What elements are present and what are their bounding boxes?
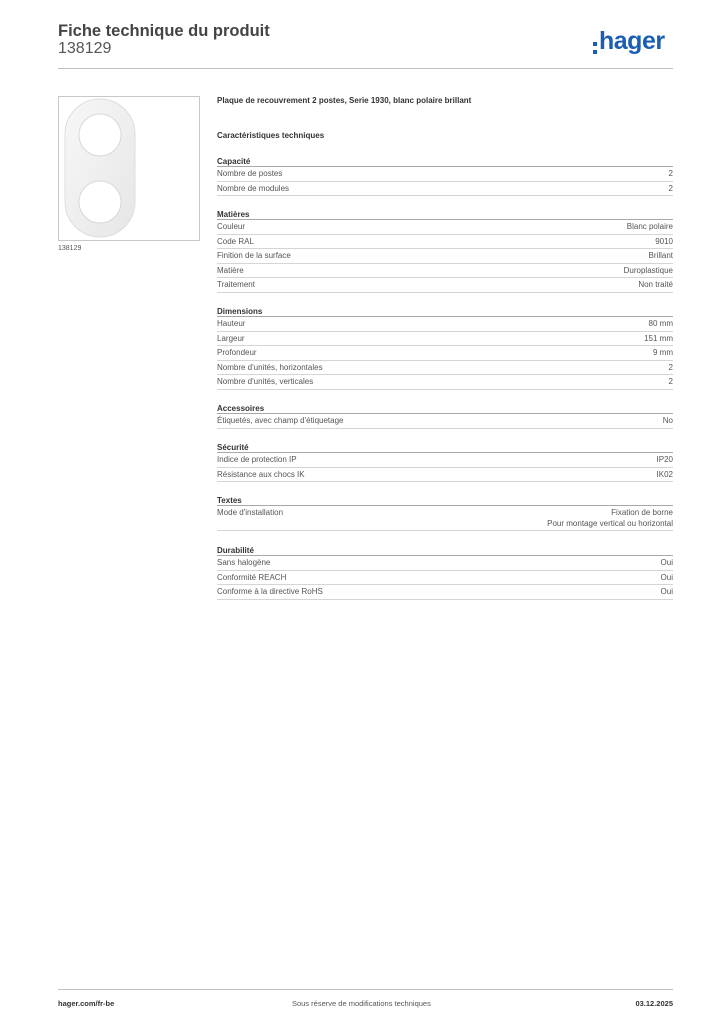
- spec-label: Matière: [217, 265, 244, 275]
- spec-value: IP20: [656, 455, 673, 464]
- spec-label: Finition de la surface: [217, 251, 291, 260]
- spec-label: Largeur: [217, 333, 245, 343]
- spec-value: 151 mm: [644, 333, 673, 343]
- specs-heading: Caractéristiques techniques: [217, 131, 325, 140]
- spec-value: 9010: [655, 236, 673, 246]
- spec-row: [217, 332, 673, 347]
- spec-section-matieres: [217, 209, 673, 293]
- product-description: Plaque de recouvrement 2 postes, Serie 1930, blanc polaire brillant: [217, 96, 472, 105]
- product-image: [58, 96, 200, 241]
- hager-logo: [593, 29, 665, 54]
- spec-section-title: Textes: [217, 495, 673, 506]
- spec-value: Duroplastique: [623, 265, 673, 275]
- product-code: 138129: [58, 40, 112, 57]
- spec-section-capacite: [217, 156, 673, 196]
- spec-value: IK02: [656, 469, 673, 479]
- spec-value: Non traité: [638, 280, 673, 289]
- spec-value: Fixation de borne: [611, 508, 673, 517]
- spec-row: [217, 571, 673, 586]
- spec-label: Traitement: [217, 280, 255, 289]
- spec-section-title: Matières: [217, 209, 673, 220]
- spec-row: [217, 235, 673, 250]
- spec-row: [217, 167, 673, 182]
- spec-value-multi: [547, 506, 673, 530]
- footer-date: 03.12.2025: [635, 999, 673, 1008]
- spec-row: [217, 264, 673, 279]
- image-caption: 138129: [58, 245, 82, 252]
- spec-row: [217, 556, 673, 571]
- footer-notice: Sous réserve de modifications techniques: [292, 999, 431, 1008]
- spec-section-durabilite: [217, 545, 673, 600]
- spec-label: Sans halogène: [217, 558, 271, 567]
- spec-section-dimensions: [217, 306, 673, 390]
- header-divider: [58, 68, 673, 69]
- spec-value: 2: [668, 183, 673, 193]
- spec-label: Nombre de modules: [217, 183, 290, 193]
- cover-plate-image: [59, 97, 199, 240]
- spec-value: Oui: [660, 558, 673, 567]
- spec-label: Nombre d'unités, verticales: [217, 377, 314, 386]
- spec-row: [217, 220, 673, 235]
- spec-value: No: [662, 416, 673, 425]
- spec-value: Blanc polaire: [626, 222, 673, 231]
- spec-row: [217, 317, 673, 332]
- spec-label: Étiquetés, avec champ d'étiquetage: [217, 416, 344, 425]
- spec-value: Brillant: [648, 251, 673, 260]
- spec-value: 2: [668, 169, 673, 178]
- page-title: Fiche technique du produit: [58, 22, 270, 40]
- spec-row: [217, 506, 673, 531]
- spec-row: [217, 278, 673, 293]
- spec-row: [217, 361, 673, 376]
- spec-row: [217, 249, 673, 264]
- spec-section-title: Durabilité: [217, 545, 673, 556]
- spec-section-accessoires: [217, 403, 673, 429]
- spec-label: Couleur: [217, 222, 246, 231]
- spec-row: [217, 346, 673, 361]
- spec-value-line2: Pour montage vertical ou horizontal: [547, 519, 673, 528]
- spec-section-title: Sécurité: [217, 442, 673, 453]
- spec-value: Oui: [660, 587, 673, 596]
- spec-row: [217, 468, 673, 483]
- spec-value: 80 mm: [648, 319, 673, 328]
- spec-label: Hauteur: [217, 319, 246, 328]
- spec-section-title: Capacité: [217, 156, 673, 167]
- spec-value: Oui: [660, 572, 673, 582]
- spec-row: [217, 585, 673, 600]
- spec-label: Indice de protection IP: [217, 455, 297, 464]
- spec-label: Profondeur: [217, 348, 257, 357]
- spec-section-textes: [217, 495, 673, 531]
- footer-divider: [58, 989, 673, 990]
- footer-website-link[interactable]: hager.com/fr-be: [58, 999, 115, 1008]
- spec-label: Résistance aux chocs IK: [217, 469, 305, 479]
- spec-value: 2: [668, 377, 673, 386]
- spec-section-title: Accessoires: [217, 403, 673, 414]
- spec-section-securite: [217, 442, 673, 482]
- spec-label: Conforme à la directive RoHS: [217, 587, 323, 596]
- spec-label: Nombre de postes: [217, 169, 283, 178]
- spec-label: Nombre d'unités, horizontales: [217, 362, 323, 372]
- spec-row: [217, 414, 673, 429]
- spec-label: Code RAL: [217, 236, 254, 246]
- logo-dots-icon: [593, 42, 598, 54]
- logo-text: hager: [599, 27, 665, 55]
- spec-value: 9 mm: [653, 348, 673, 357]
- spec-row: [217, 453, 673, 468]
- spec-row: [217, 375, 673, 390]
- spec-value: 2: [668, 362, 673, 372]
- spec-label: Mode d'installation: [217, 508, 284, 517]
- spec-section-title: Dimensions: [217, 306, 673, 317]
- spec-label: Conformité REACH: [217, 572, 287, 582]
- spec-row: [217, 182, 673, 197]
